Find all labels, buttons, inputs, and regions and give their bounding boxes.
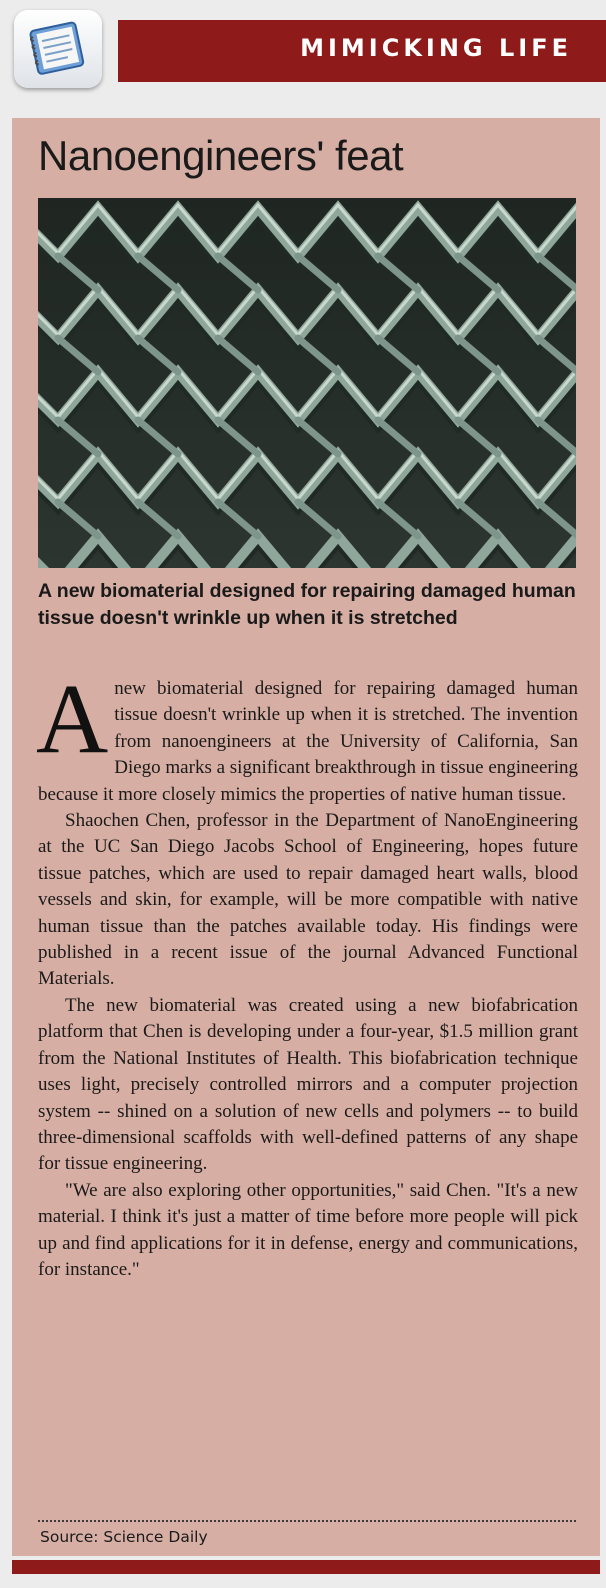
source-credit: Source: Science Daily bbox=[40, 1528, 208, 1546]
paragraph-1 bbox=[36, 663, 579, 808]
paragraph-3: The new biomaterial was created using a new biofabrication platform that Chen is developing under a four-year, $1.5 million grant from the National Institutes of Health. This biofabrication technique uses light, precisely controlled mirrors and a computer projection system -- shined on a solution of new cells and polymers -- to build three-dimensional scaffolds with well-defined patterns of any shape for tissue engineering. bbox=[38, 994, 578, 1175]
dotted-divider bbox=[38, 1520, 576, 1522]
paragraph-2: Shaochen Chen, professor in the Department of NanoEngineering at the UC San Diego Jacobs School of Engineering, hopes future tissue patches, which are used to repair damaged heart walls, blood vessels and skin, for example, will be more compatible with native human tissue than the patches available today. His findings were published in a recent issue of the journal Advanced Functional Materials. bbox=[38, 810, 578, 990]
paragraph-1-text: new biomaterial designed for repairing damaged human tissue doesn't wrinkle up when it is stretched. The invention from nanoengineers at the University of California, San Diego marks a significant breakthrough in tissue engineering because it more closely mimics the properties of native human tissue. bbox=[38, 678, 579, 805]
section-title: MIMICKING LIFE bbox=[300, 34, 572, 62]
paragraph-4: "We are also exploring other opportunities," said Chen. "It's a new material. I think it's just a matter of time before more people will pick up and find applications for it in defense, energy and communications, for instance." bbox=[38, 1179, 578, 1280]
article-headline: Nanoengineers' feat bbox=[38, 132, 404, 179]
scaffold-photo bbox=[38, 198, 576, 568]
article-deck: A new biomaterial designed for repairing damaged human tissue doesn't wrinkle up when it is stretched bbox=[38, 580, 576, 629]
section-header bbox=[118, 20, 606, 82]
article-body bbox=[36, 663, 579, 1283]
article-card bbox=[12, 118, 600, 1556]
footer-bar bbox=[12, 1560, 600, 1574]
dropcap: A bbox=[36, 663, 109, 774]
notebook-icon bbox=[14, 10, 102, 88]
